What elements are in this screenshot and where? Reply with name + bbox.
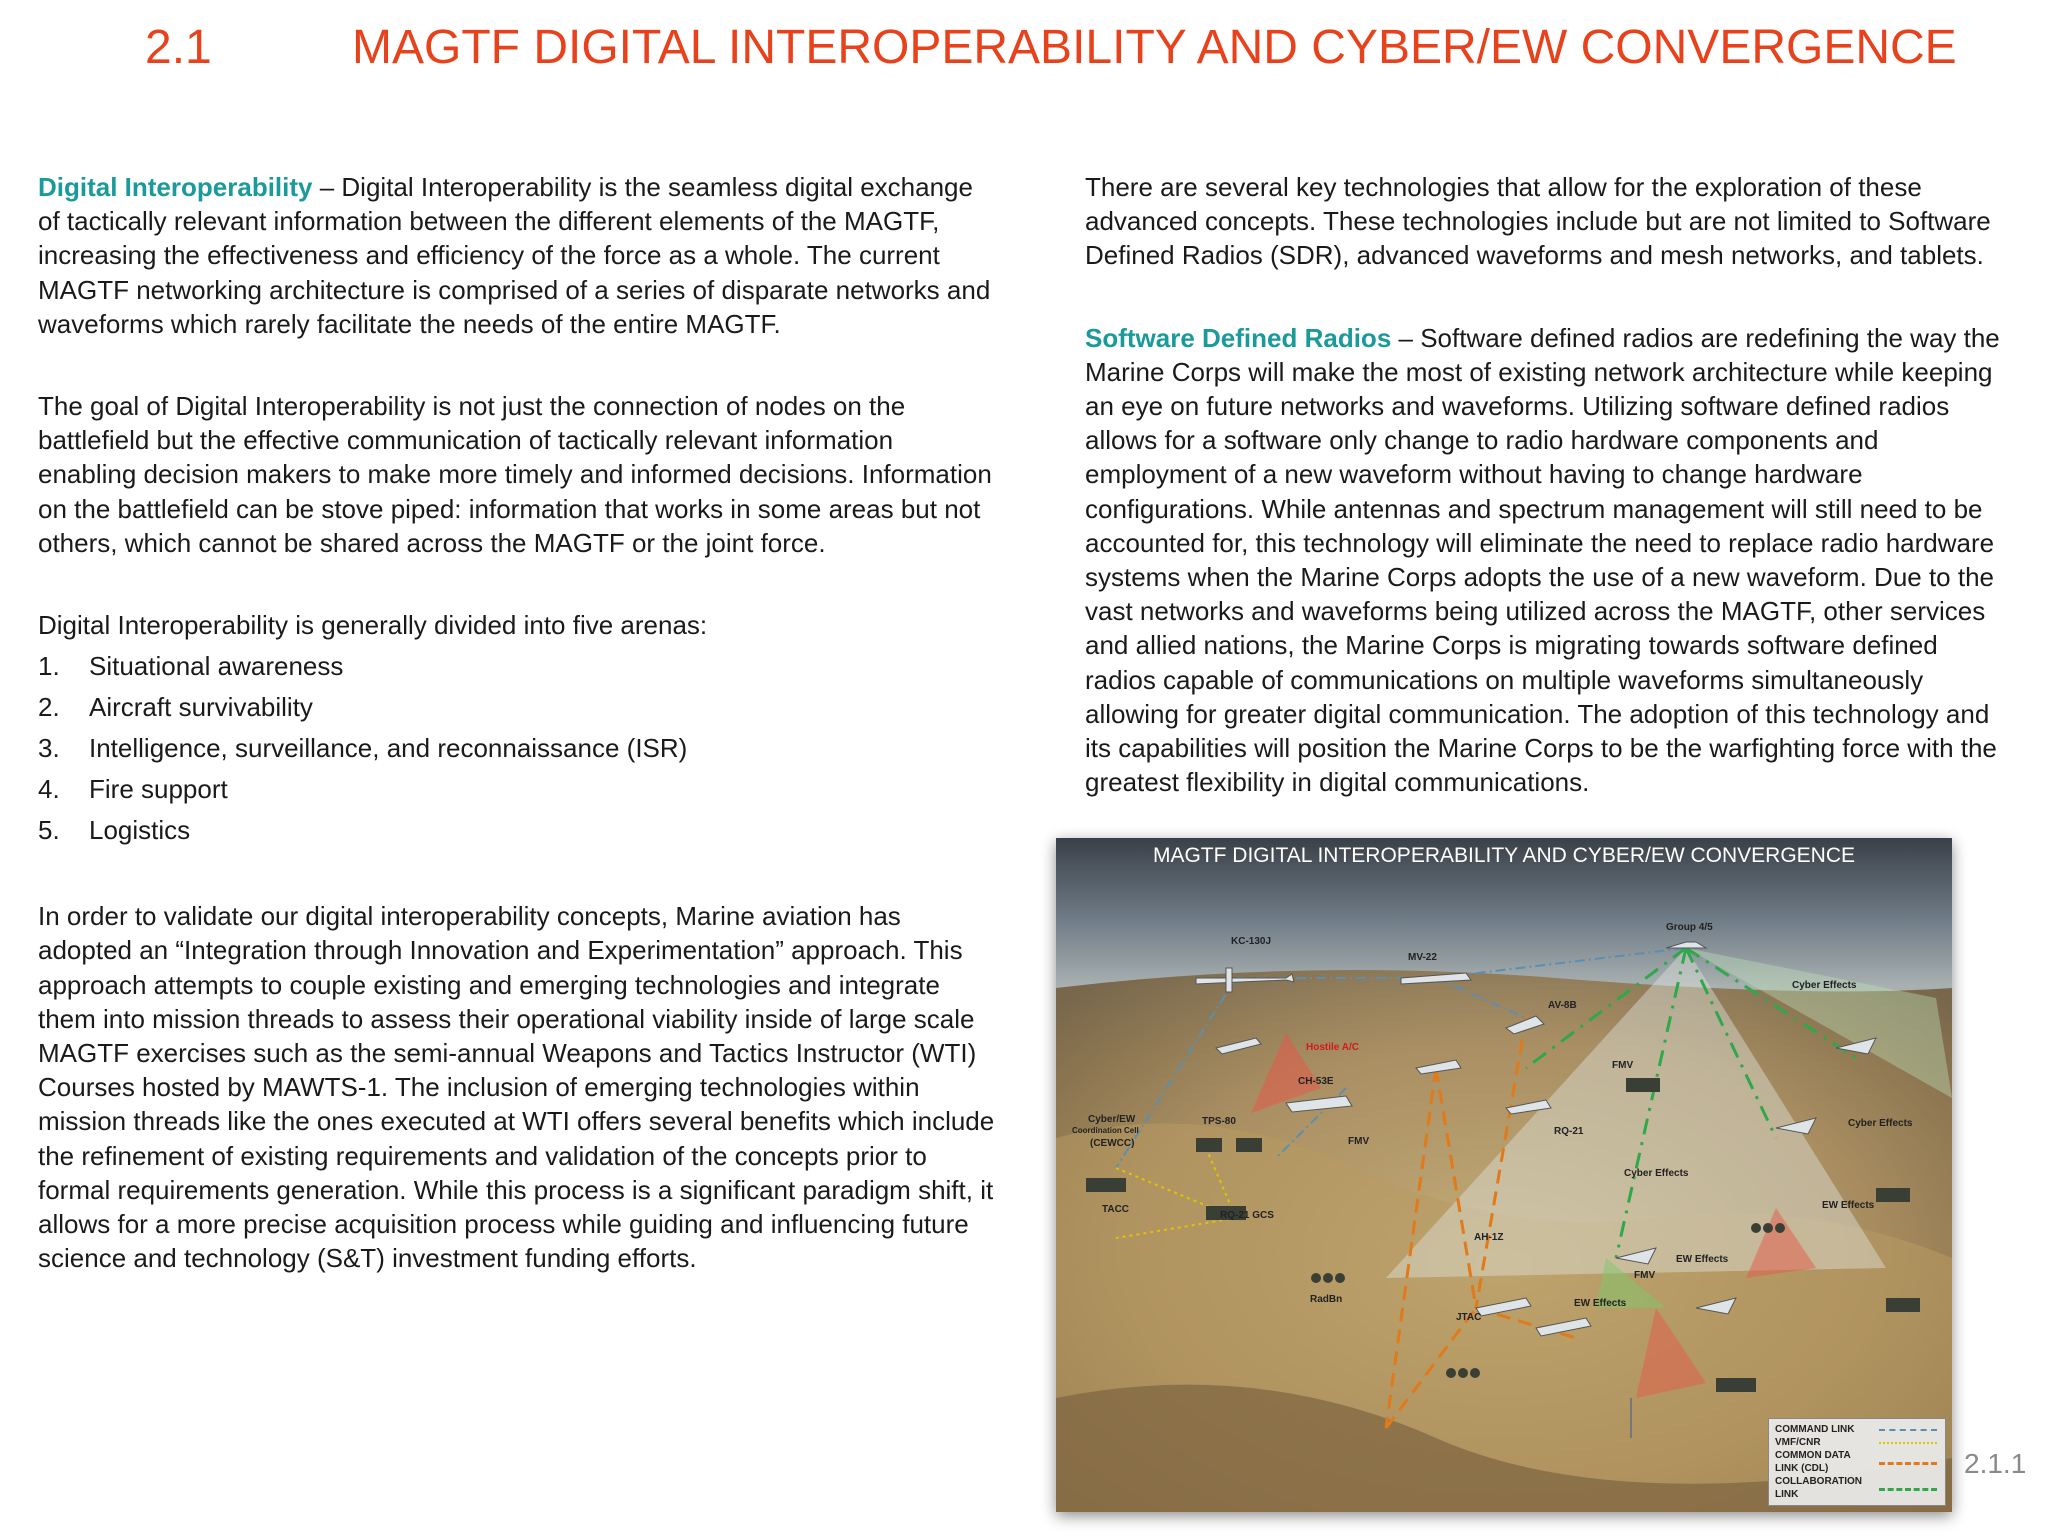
list-text: Fire support	[89, 774, 228, 805]
label-group45: Group 4/5	[1666, 922, 1713, 933]
legend-swatch	[1879, 1488, 1937, 1491]
label-mv22: MV-22	[1408, 952, 1437, 963]
label-jtac: JTAC	[1456, 1312, 1482, 1323]
arenas-list	[38, 646, 998, 851]
list-number: 1.	[38, 651, 60, 682]
list-number: 4.	[38, 774, 60, 805]
paragraph-body: – Digital Interoperability is the seamless digital exchange of tactically relevant information between the different elements of the MAGTF, increasing the effectiveness and efficiency of the force as a whole. The current MAGTF networking architecture is comprised of a series of disparate networks and waveforms which rarely facilitate the needs of the entire MAGTF.	[38, 172, 991, 339]
legend-label: VMF/CNR	[1775, 1437, 1821, 1448]
label-cyber-effects: Cyber Effects	[1792, 980, 1857, 991]
legend-item	[1775, 1423, 1939, 1436]
paragraph-key-technologies: There are several key technologies that allow for the exploration of these advanced concepts. These technologies include but are not limited to Software Defined Radios (SDR), advanced waveforms and mesh networks, and tablets.	[1085, 172, 1991, 271]
paragraph-sdr	[1085, 321, 2015, 800]
label-cewcc: (CEWCC)	[1090, 1138, 1135, 1149]
list-text: Situational awareness	[89, 651, 344, 682]
list-number: 3.	[38, 733, 60, 764]
label-hostile-ac: Hostile A/C	[1306, 1042, 1359, 1053]
list-number: 2.	[38, 692, 60, 723]
label-rq21-gcs: RQ-21 GCS	[1220, 1210, 1274, 1221]
legend-swatch	[1879, 1442, 1937, 1444]
right-column	[1085, 170, 2015, 799]
label-ew-effects: EW Effects	[1822, 1200, 1875, 1211]
left-column	[38, 170, 998, 1275]
label-tacc: TACC	[1102, 1204, 1130, 1215]
section-title: MAGTF DIGITAL INTEROPERABILITY AND CYBER/EW CONVERGENCE	[352, 21, 1957, 74]
list-number: 5.	[38, 815, 60, 846]
label-rq21: RQ-21	[1554, 1126, 1584, 1137]
list-item	[38, 687, 998, 728]
legend-label: LINK	[1775, 1489, 1799, 1500]
legend-label: COMMON DATA	[1775, 1450, 1851, 1461]
paragraph-goal: The goal of Digital Interoperability is not just the connection of nodes on the battlefield but the effective communication of tactically relevant information enabling decision makers to make more timely and informed decisions. Information on the battlefield can be stove piped: information that works in some areas but not others, which cannot be shared across the MAGTF or the joint force.	[38, 391, 992, 558]
figure-illustration	[1056, 838, 1952, 1512]
list-item	[38, 646, 998, 687]
legend-swatch	[1879, 1429, 1937, 1431]
label-ch53e: CH-53E	[1298, 1076, 1334, 1087]
legend-item	[1775, 1462, 1939, 1475]
label-tps80: TPS-80	[1202, 1116, 1236, 1127]
figure-title: MAGTF DIGITAL INTEROPERABILITY AND CYBER/EW CONVERGENCE	[1152, 844, 1856, 867]
label-fmv: FMV	[1348, 1136, 1370, 1147]
paragraph-digital-interoperability	[38, 170, 998, 341]
label-ew-effects: EW Effects	[1574, 1298, 1627, 1309]
label-cewcc: Cyber/EW	[1088, 1114, 1136, 1125]
list-text: Logistics	[89, 815, 191, 846]
label-cyber-effects: Cyber Effects	[1624, 1168, 1689, 1179]
list-item	[38, 769, 998, 810]
label-kc130j: KC-130J	[1231, 936, 1272, 947]
legend-item	[1775, 1436, 1939, 1449]
legend-swatch	[1879, 1462, 1937, 1465]
legend-item	[1775, 1488, 1939, 1501]
label-fmv: FMV	[1634, 1270, 1656, 1281]
section-number: 2.1	[145, 21, 212, 74]
paragraph-integration: In order to validate our digital interoperability concepts, Marine aviation has adopted an “Integration through Innovation and Experimentation” approach. This approach attempts to couple existing and emerging technologies and integrate them into mission threads to assess their operational viability inside of large scale MAGTF exercises such as the semi-annual Weapons and Tactics Instructor (WTI) Courses hosted by MAWTS-1. The inclusion of emerging technologies within mission threads like the ones executed at WTI offers several benefits which include the refinement of existing requirements and validation of the concepts prior to formal requirements generation. While this process is a significant paradigm shift, it allows for a more precise acquisition process while guiding and influencing future science and technology (S&T) investment funding efforts.	[38, 901, 995, 1274]
list-item	[38, 810, 998, 851]
label-cyber-effects: Cyber Effects	[1848, 1118, 1913, 1129]
label-av8b: AV-8B	[1548, 1000, 1577, 1011]
section-header	[0, 14, 2048, 84]
term-digital-interoperability: Digital Interoperability	[38, 172, 313, 202]
label-fmv: FMV	[1612, 1060, 1634, 1071]
list-text: Intelligence, surveillance, and reconnaissance (ISR)	[89, 733, 688, 764]
list-text: Aircraft survivability	[89, 692, 313, 723]
label-ew-effects: EW Effects	[1676, 1254, 1729, 1265]
label-ah1z: AH-1Z	[1474, 1232, 1504, 1243]
legend-item	[1775, 1449, 1939, 1462]
label-radbn: RadBn	[1310, 1294, 1343, 1305]
paragraph-body: – Software defined radios are redefining the way the Marine Corps will make the most of existing network architecture while keeping an eye on future networks and waveforms. Utilizing software defined radios allows for a software only change to radio hardware components and employment of a new waveform without having to change hardware configurations. While antennas and spectrum management will still need to be accounted for, this technology will eliminate the need to replace radio hardware systems when the Marine Corps adopts the use of a new waveform. Due to the vast networks and waveforms being utilized across the MAGTF, other services and allied nations, the Marine Corps is migrating towards software defined radios capable of communications on multiple waveforms simultaneously allowing for greater digital communication. The adoption of this technology and its capabilities will position the Marine Corps to be the warfighting force with the greatest flexibility in digital communications.	[1085, 322, 2000, 798]
legend-label: COMMAND LINK	[1775, 1424, 1855, 1435]
legend-item	[1775, 1475, 1939, 1488]
legend-label: COLLABORATION	[1775, 1476, 1863, 1487]
list-item	[38, 728, 998, 769]
figure-legend	[1768, 1418, 1946, 1506]
paragraph-arenas-intro: Digital Interoperability is generally divided into five arenas:	[38, 610, 708, 641]
convergence-figure	[1056, 838, 1952, 1512]
page-number: 2.1.1	[1964, 1448, 2027, 1479]
label-cewcc: Coordination Cell	[1072, 1126, 1139, 1135]
legend-label: LINK (CDL)	[1775, 1463, 1829, 1474]
term-software-defined-radios: Software Defined Radios	[1085, 322, 1392, 353]
